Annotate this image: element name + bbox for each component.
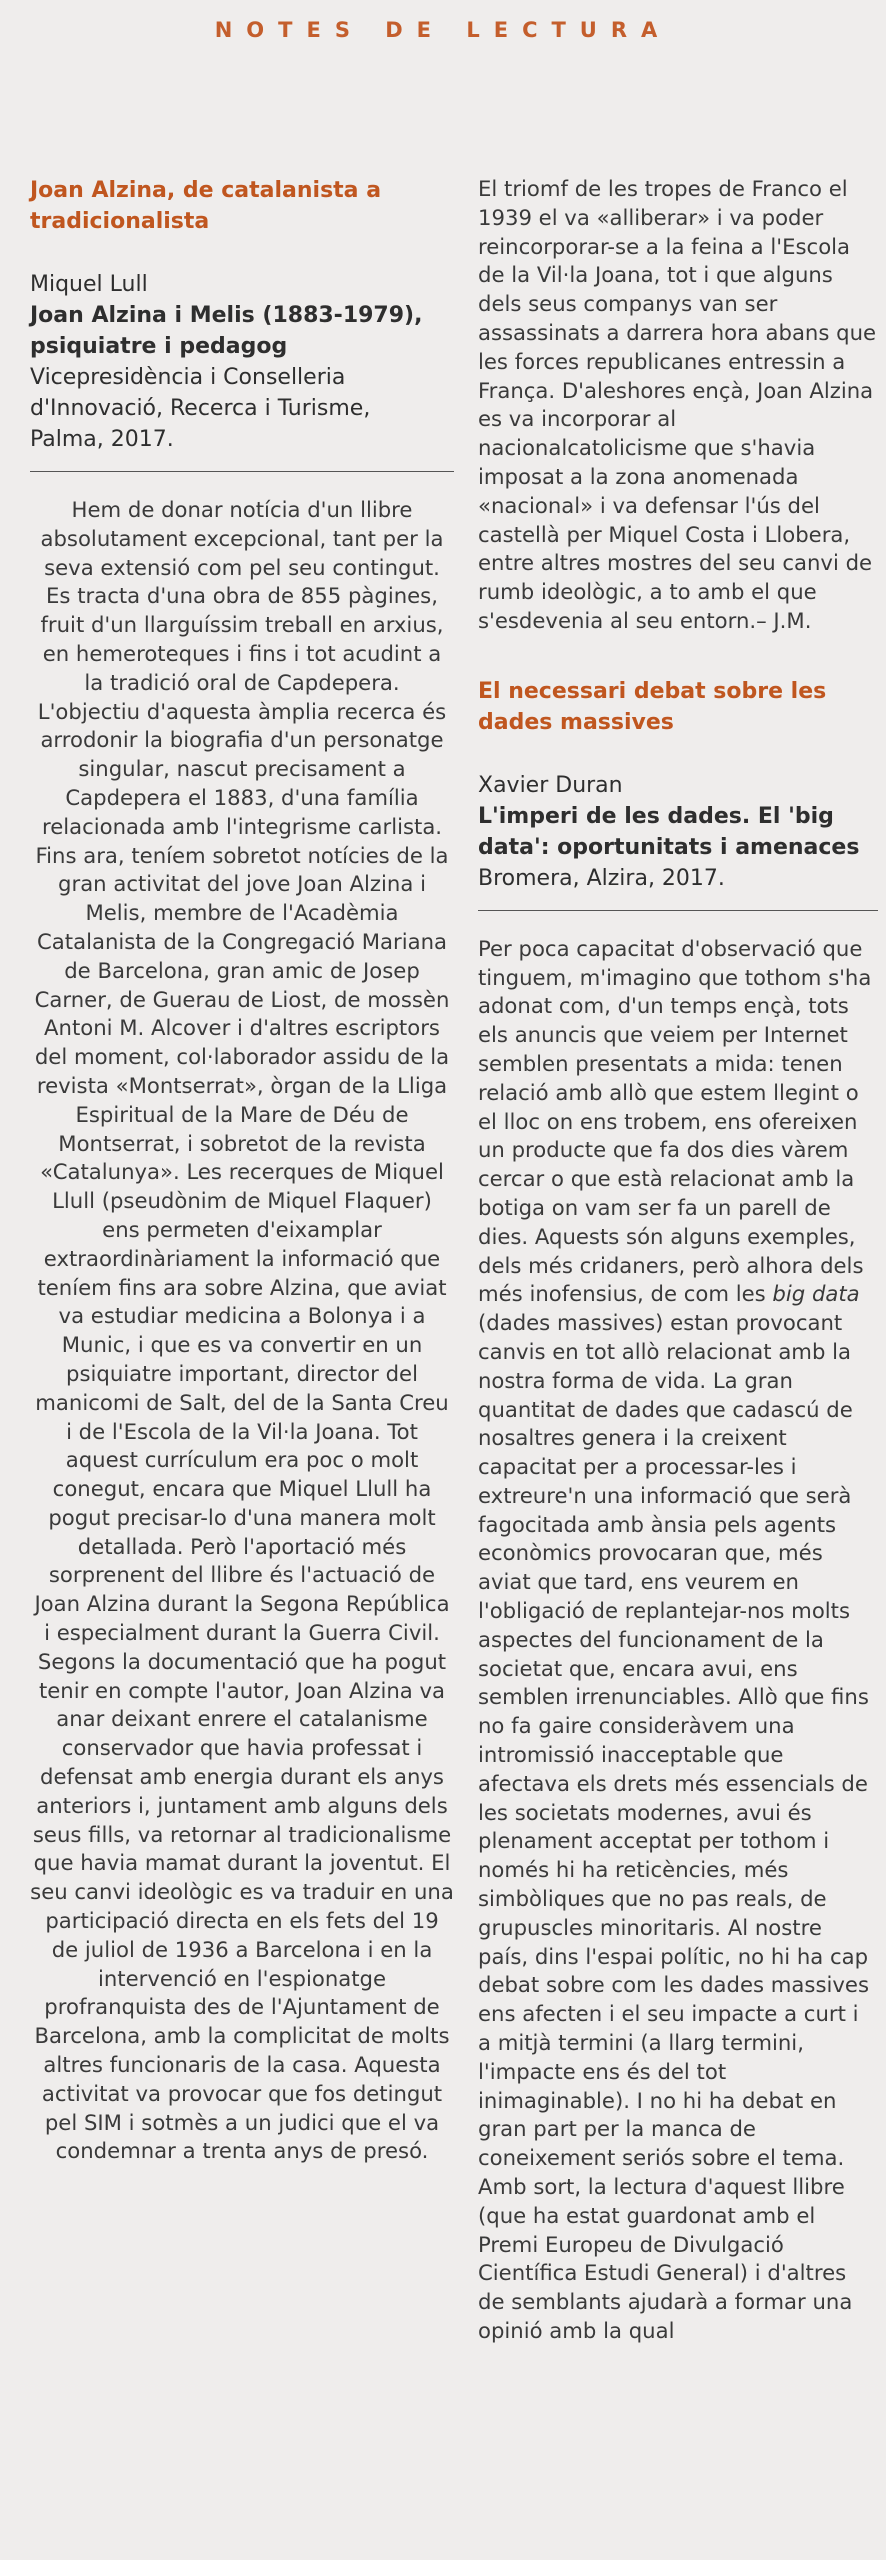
review-1-title: Joan Alzina, de catalanista a tradicionalista — [30, 178, 382, 234]
review-1-continuation: El triomf de les tropes de Franco el 1939 el va «alliberar» i va poder reincorporar-se a la feina a l'Escola de la Vil·la Joana, tot i que alguns dels seus companys van ser assassinats a darrera hora abans que les forces republicanes entressin a França. D'aleshores ençà, Joan Alzina es va incorporar al nacionalcatolicisme que s'havia imposat a la zona anomenada «nacional» i va defensar l'ús del castellà per Miquel Costa i Llobera, entre altres mostres del seu canvi de rumb ideològic, a to amb el que s'esdevenia al seu entorn.– J.M. — [478, 176, 877, 633]
section-header: NOTES DE LECTURA — [214, 18, 672, 42]
review-2-title: El necessari debat sobre les dades massives — [478, 678, 827, 735]
review-1-place-year: Palma, 2017. — [30, 427, 174, 452]
spacer — [478, 636, 878, 676]
review-1-divider — [30, 471, 454, 472]
review-2-body-part-1: Per poca capacitat d'observació que tinguem, m'imagino que tothom s'ha adonat com, d'un temps ençà, tots els anuncis que veiem per Internet semblen presentats a mida: tenen relació amb allò que estem llegint o el lloc on ens trobem, ens ofereixen un producte que fa dos dies vàrem cercar o que està relacionat amb la botiga on vam ser fa un parell de dies. Aquests són alguns exemples, dels més cridaners, però alhora dels més inofensius, de com les — [478, 935, 872, 1307]
review-2-publisher: Bromera, Alzira, 2017. — [478, 865, 725, 891]
review-1-body: Hem de donar notícia d'un llibre absolutament excepcional, tant per la seva extensió com pel seu contingut. Es tracta d'una obra de 855 pàgines, fruit d'un llarguíssim treball en arxius, en hemeroteques i fins i tot acudint a la tradició oral de Capdepera. L'objectiu d'aquesta àmplia recerca és arrodonir la biografia d'un personatge singular, nascut precisament a Capdepera el 1883, d'una família relacionada amb l'integrisme carlista. Fins ara, teníem sobretot notícies de la gran activitat del jove Joan Alzina i Melis, membre de l'Acadèmia Catalanista de la Congregació Mariana de Barcelona, gran amic de Josep Carner, de Guerau de Liost, de mossèn Antoni M. Alcover i d'altres escriptors del moment, col·laborador assidu de la revista «Montserrat», òrgan de la Lliga Espiritual de la Mare de Déu de Montserrat, i sobretot de la revista «Catalunya». Les recerques de Miquel Llull (pseudònim de Miquel Flaquer) ens permeten d'eixamplar extraordinàriament la informació que teníem fins ara sobre Alzina, que aviat va estudiar medicina a Bolonya i a Munic, i que es va convertir en un psiquiatre important, director del manicomi de Salt, del de la Santa Creu i de l'Escola de la Vil·la Joana. Tot aquest currículum era poc o molt conegut, encara que Miquel Llull ha pogut precisar-lo d'una manera molt detallada. Però l'aportació més sorprenent del llibre és l'actuació de Joan Alzina durant la Segona República i especialment durant la Guerra Civil. Segons la documentació que ha pogut tenir en compte l'autor, Joan Alzina va anar deixant enrere el catalanisme conservador que havia professat i defensat amb energia durant els anys anteriors i, juntament amb alguns dels seus fills, va retornar al tradicionalisme que havia mamat durant la joventut. El seu canvi ideològic es va traduir en una participació directa en els fets del 19 de juliol de 1936 a Barcelona i en la intervenció en l'espionatge profranquista des de l'Ajuntament de Barcelona, amb la complicitat de molts altres funcionaris de la casa. Aquesta activitat va provocar que fos detingut pel SIM i sotmès a un judici que el va condemnar a trenta anys de presó. — [30, 497, 454, 2164]
left-column — [30, 175, 454, 2166]
review-2-divider — [478, 910, 878, 911]
review-1-author: Miquel Lull — [30, 272, 148, 297]
review-2-metadata — [478, 770, 878, 894]
review-1-book-title: Joan Alzina i Melis (1883-1979), psiquiatre i pedagog — [30, 303, 423, 359]
review-2-book-title: L'imperi de les dades. El 'big data': oportunitats i amenaces — [478, 803, 860, 860]
review-1-publisher: Vicepresidència i Conselleria d'Innovació, Recerca i Turisme, — [30, 365, 371, 421]
review-2-body-part-2: (dades massives) estan provocant canvis en tot allò relacionat amb la nostra forma de vida. La gran quantitat de dades que cadascú de nosaltres genera i la creixent capacitat per a processar-les i extreure'n una informació que serà fagocitada amb ànsia pels agents econòmics provocaran que, més aviat que tard, ens veurem en l'obligació de replantejar-nos molts aspectes del funcionament de la societat que, encara avui, ens semblen irrenunciables. Allò que fins no fa gaire consideràvem una intromissió inacceptable que afectava els drets més essencials de les societats modernes, avui és plenament acceptat per tothom i només hi ha reticències, més simbòliques que no pas reals, de grupuscles minoritaris. Al nostre país, dins l'espai polític, no hi ha cap debat sobre com les dades massives ens afecten i el seu impacte a curt i a mitjà termini (a llarg termini, l'impacte ens és del tot inimaginable). I no hi ha debat en gran part per la manca de coneixement seriós sobre el tema. Amb sort, la lectura d'aquest llibre (que ha estat guardonat amb el Premi Europeu de Divulgació Científica Estudi General) i d'altres de semblants ajudarà a formar una opinió amb la qual — [478, 1310, 869, 2343]
review-2-body-em: big data — [772, 1281, 860, 1307]
review-1-metadata — [30, 269, 454, 455]
review-2-author: Xavier Duran — [478, 772, 623, 798]
right-column — [478, 175, 878, 2346]
review-2-body — [478, 935, 878, 2346]
